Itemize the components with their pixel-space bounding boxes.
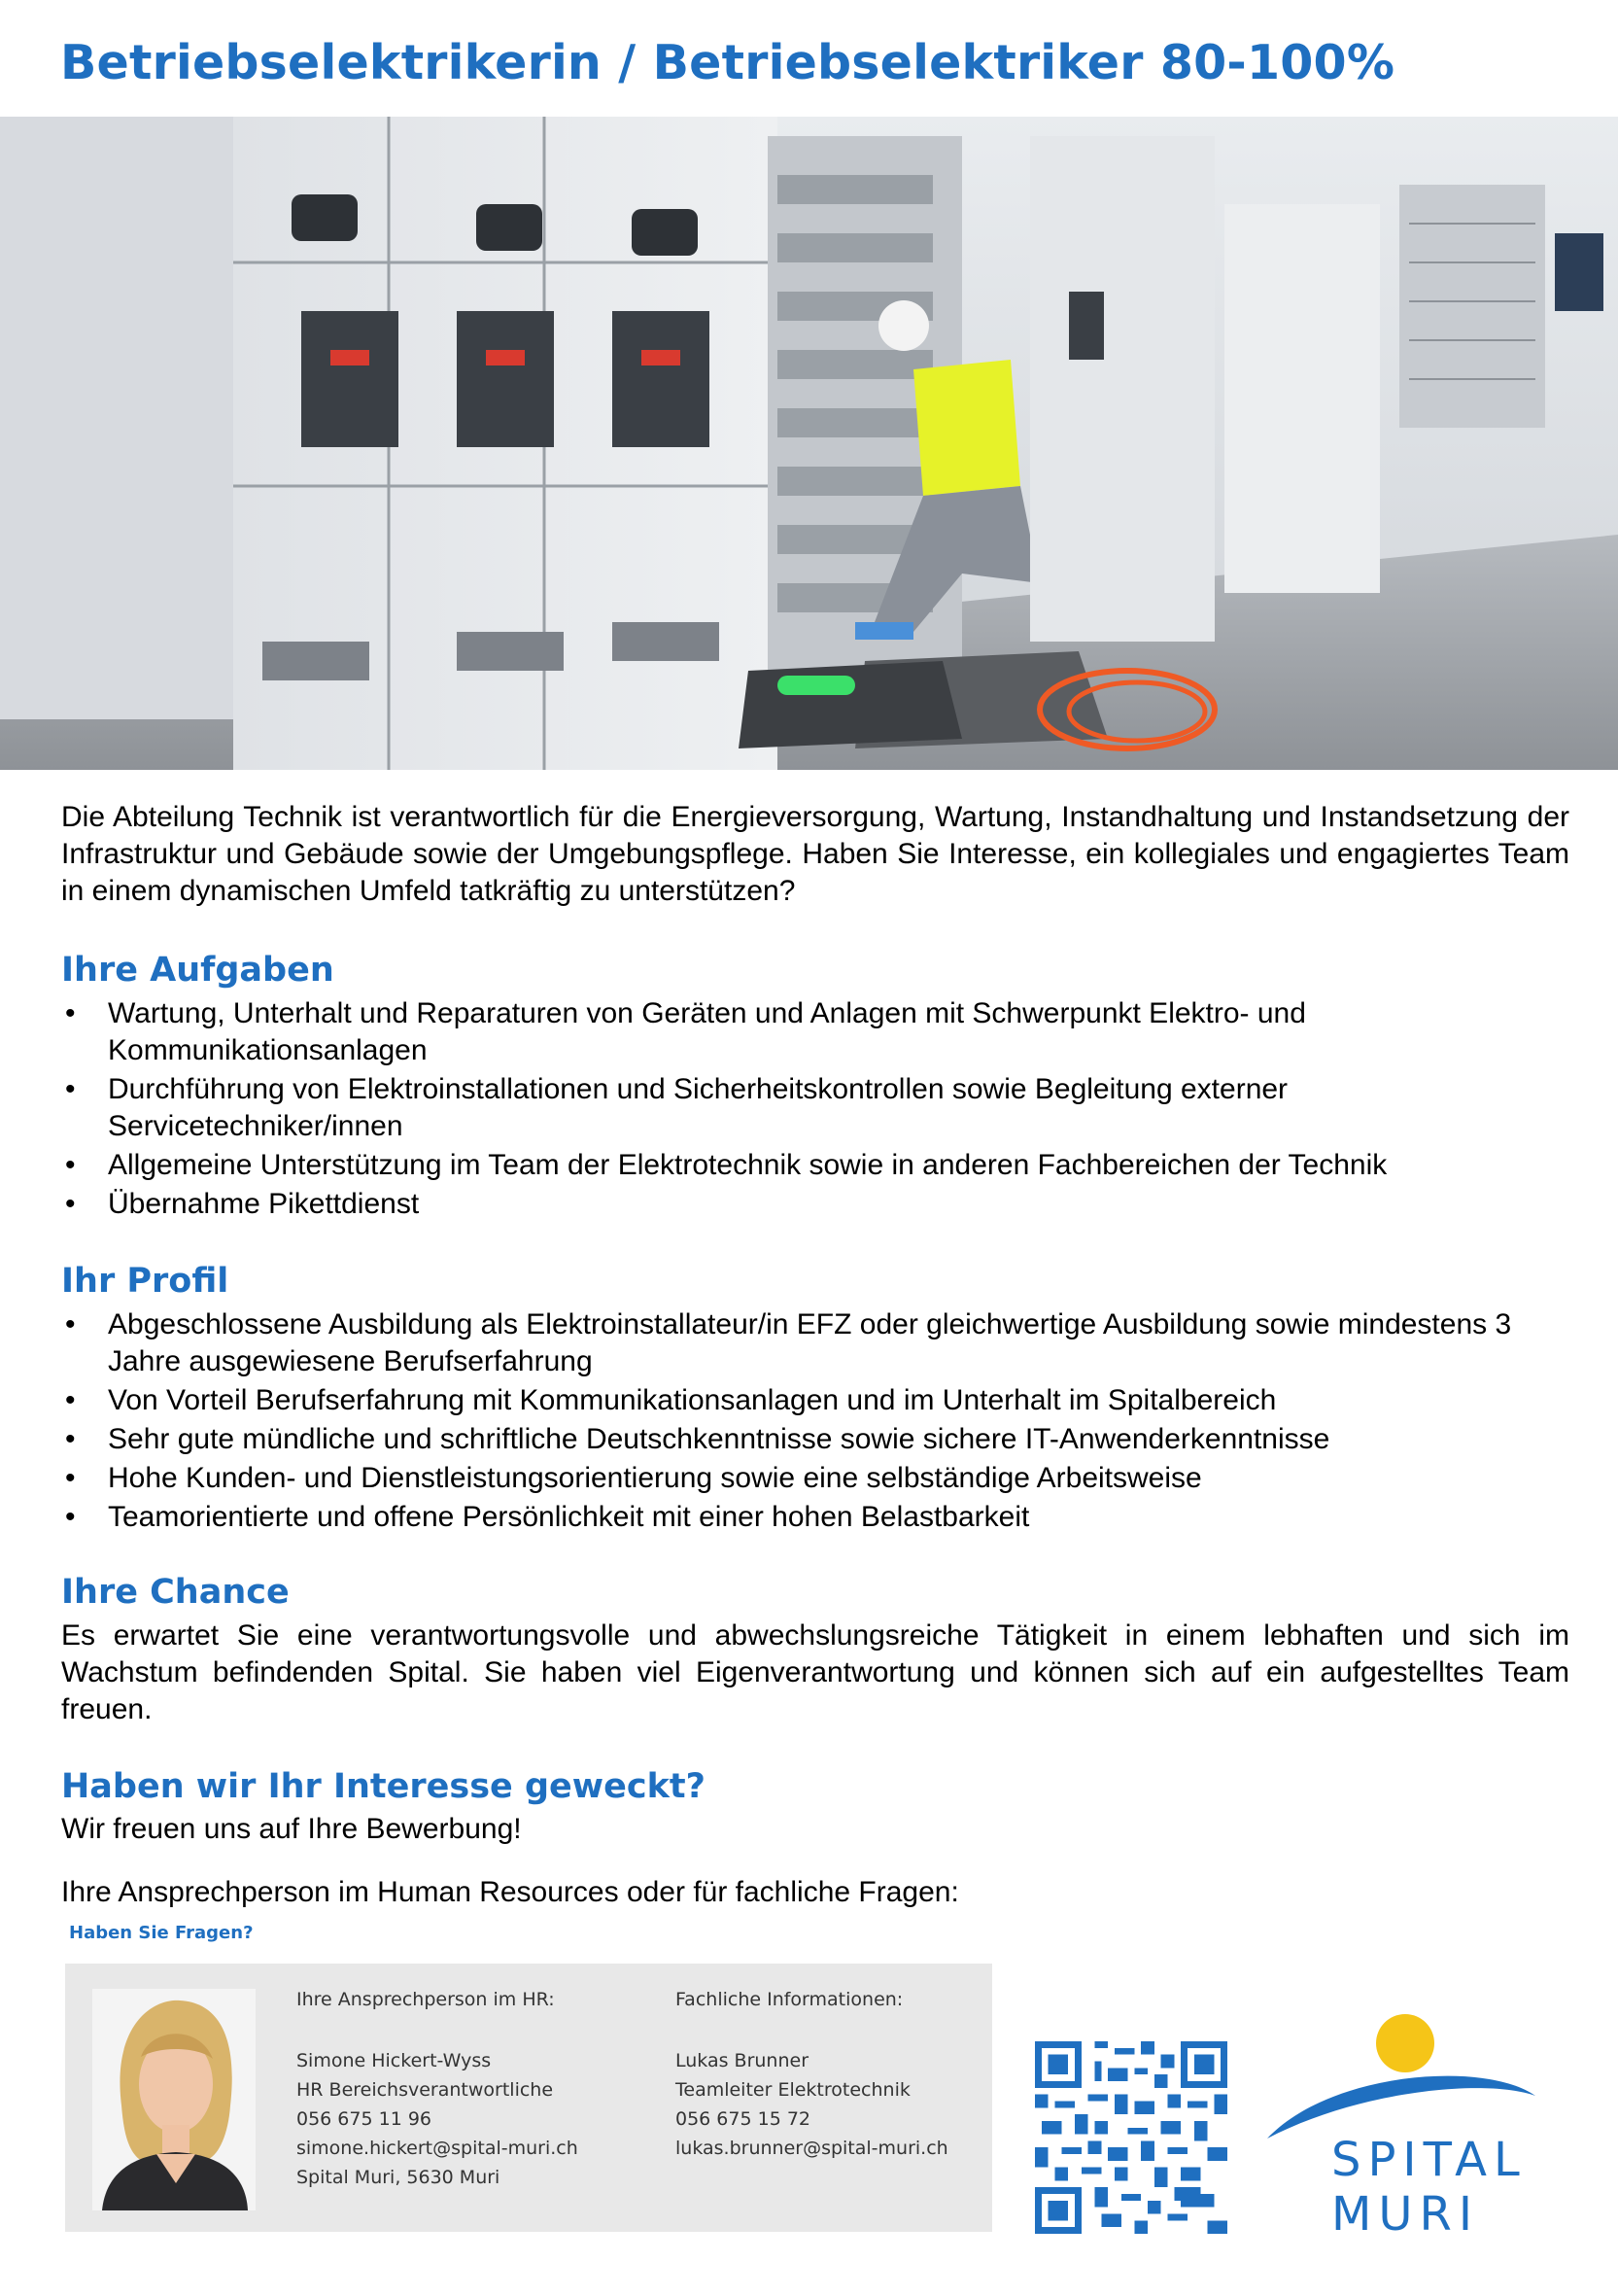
list-item: • Sehr gute mündliche und schriftliche Deutschkenntnisse sowie sichere IT-Anwenderkenntnisse [61,1421,1569,1458]
contact-fach-phone[interactable]: 056 675 15 72 [675,2108,811,2130]
contact-hr-phone[interactable]: 056 675 11 96 [296,2108,432,2130]
contact-hr-email[interactable]: simone.hickert@spital-muri.ch [296,2138,578,2159]
contact-hr-label: Ihre Ansprechperson im HR: [296,1989,555,2010]
list-item: • Allgemeine Unterstützung im Team der Elektrotechnik sowie in anderen Fachbereichen der Technik [61,1147,1569,1184]
page-title: Betriebselektrikerin / Betriebselektriker 80-100% [60,35,1395,90]
contact-fach-label: Fachliche Informationen: [675,1989,904,2010]
list-item: • Hohe Kunden- und Dienstleistungsorientierung sowie eine selbständige Arbeitsweise [61,1460,1569,1497]
contact-fach-email[interactable]: lukas.brunner@spital-muri.ch [675,2138,948,2159]
list-item: • Wartung, Unterhalt und Reparaturen von Geräten und Anlagen mit Schwerpunkt Elektro- und Kommunikationsanlagen [61,995,1569,1069]
profil-list [61,1306,1569,1538]
contact-hr [296,1985,578,2192]
contact-fach [675,1985,948,2163]
fragen-label: Haben Sie Fragen? [69,1923,254,1943]
logo-text-muri: MURI [1331,2187,1480,2242]
contact-intro: Ihre Ansprechperson im Human Resources oder für fachliche Fragen: [61,1876,959,1908]
list-item: • Durchführung von Elektroinstallationen und Sicherheitskontrollen sowie Begleitung externer Servicetechniker/innen [61,1071,1569,1145]
avatar [92,1989,256,2210]
contact-hr-address: Spital Muri, 5630 Muri [296,2167,500,2188]
logo-text-spital: SPITAL [1331,2133,1527,2187]
interesse-text: Wir freuen uns auf Ihre Bewerbung! [61,1813,522,1845]
list-item: • Von Vorteil Berufserfahrung mit Kommunikationsanlagen und im Unterhalt im Spitalbereich [61,1382,1569,1419]
contact-hr-role: HR Bereichsverantwortliche [296,2079,554,2101]
contact-fach-role: Teamleiter Elektrotechnik [675,2079,911,2101]
heading-aufgaben: Ihre Aufgaben [61,951,334,990]
heading-chance: Ihre Chance [61,1573,290,1612]
qr-code-icon[interactable] [1035,2041,1227,2234]
chance-text: Es erwartet Sie eine verantwortungsvolle und abwechslungsreiche Tätigkeit in einem lebhaften und sich im Wachstum befindenden Spital. Sie haben viel Eigenverantwortung und können sich auf ein aufgestelltes Team freuen. [61,1619,1569,1725]
aufgaben-list [61,995,1569,1225]
heading-profil: Ihr Profil [61,1262,229,1301]
list-item: • Abgeschlossene Ausbildung als Elektroinstallateur/in EFZ oder gleichwertige Ausbildung sowie mindestens 3 Jahre ausgewiesene Berufserfahrung [61,1306,1569,1380]
contact-fach-name: Lukas Brunner [675,2050,809,2071]
contact-box [65,1964,992,2232]
hero-photo [0,117,1618,770]
list-item: • Teamorientierte und offene Persönlichkeit mit einer hohen Belastbarkeit [61,1499,1569,1536]
heading-interesse: Haben wir Ihr Interesse geweckt? [61,1767,706,1806]
list-item: • Übernahme Pikettdienst [61,1186,1569,1223]
intro-text: Die Abteilung Technik ist verantwortlich für die Energieversorgung, Wartung, Instandhaltung und Instandsetzung der Infrastruktur und Gebäude sowie der Umgebungspflege. Haben Sie Interesse, ein kollegiales und engagiertes Team in einem dynamischen Umfeld tatkräftig zu unterstützen? [61,801,1569,907]
contact-hr-name: Simone Hickert-Wyss [296,2050,492,2071]
